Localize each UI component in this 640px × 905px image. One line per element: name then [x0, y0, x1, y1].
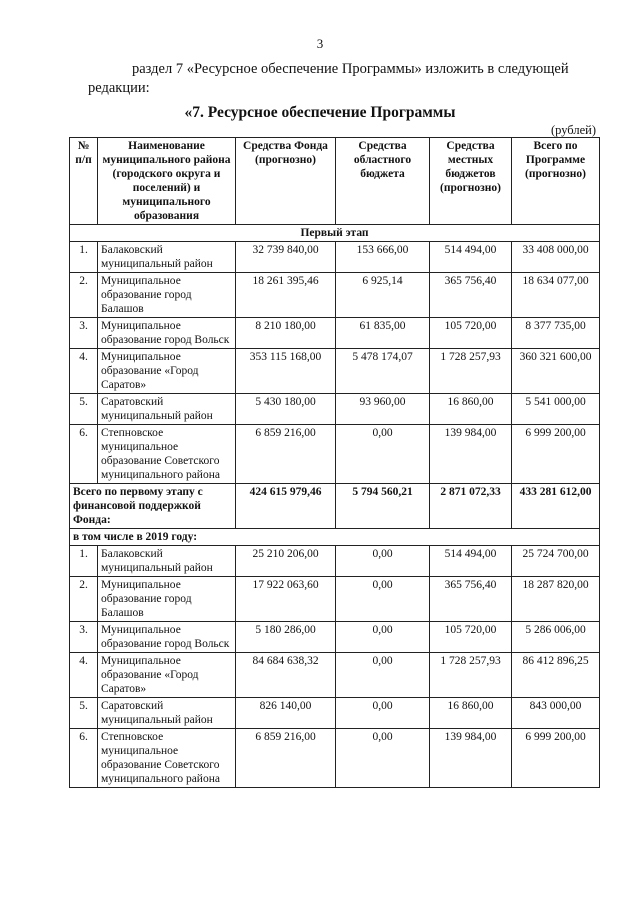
cell-regional: 0,00 [336, 622, 430, 653]
table-row [70, 394, 600, 425]
cell-regional: 93 960,00 [336, 394, 430, 425]
intro-line-2: редакции: [88, 80, 150, 96]
cell-local: 16 860,00 [430, 698, 512, 729]
cell-regional: 153 666,00 [336, 242, 430, 273]
cell-n: 2. [70, 273, 98, 318]
cell-fund: 826 140,00 [236, 698, 336, 729]
cell-name: Муниципальное образование город Вольск [98, 622, 236, 653]
cell-regional: 6 925,14 [336, 273, 430, 318]
cell-local: 139 984,00 [430, 425, 512, 484]
total-total: 433 281 612,00 [512, 484, 600, 529]
cell-fund: 5 180 286,00 [236, 622, 336, 653]
cell-local: 514 494,00 [430, 242, 512, 273]
cell-n: 6. [70, 729, 98, 788]
cell-regional: 61 835,00 [336, 318, 430, 349]
cell-n: 3. [70, 318, 98, 349]
cell-n: 5. [70, 698, 98, 729]
header-local: Средства местных бюджетов (прогнозно) [430, 138, 512, 225]
cell-local: 105 720,00 [430, 622, 512, 653]
cell-n: 2. [70, 577, 98, 622]
cell-regional: 0,00 [336, 425, 430, 484]
subsection-label: в том числе в 2019 году: [70, 529, 600, 546]
table-row [70, 622, 600, 653]
cell-n: 4. [70, 653, 98, 698]
cell-fund: 84 684 638,32 [236, 653, 336, 698]
cell-n: 1. [70, 242, 98, 273]
cell-regional: 0,00 [336, 577, 430, 622]
total-regional: 5 794 560,21 [336, 484, 430, 529]
cell-name: Саратовский муниципальный район [98, 394, 236, 425]
cell-total: 18 634 077,00 [512, 273, 600, 318]
table-row [70, 729, 600, 788]
intro-line-1: раздел 7 «Ресурсное обеспечение Программы» изложить в следующей [132, 61, 569, 77]
header-name: Наименование муниципального района (городского округа и поселений) и муниципального образования [98, 138, 236, 225]
cell-name: Муниципальное образование город Балашов [98, 273, 236, 318]
total-fund: 424 615 979,46 [236, 484, 336, 529]
resource-table [69, 137, 600, 788]
cell-local: 105 720,00 [430, 318, 512, 349]
cell-fund: 5 430 180,00 [236, 394, 336, 425]
table-row [70, 577, 600, 622]
cell-name: Степновское муниципальное образование Советского муниципального района [98, 729, 236, 788]
cell-total: 18 287 820,00 [512, 577, 600, 622]
cell-total: 360 321 600,00 [512, 349, 600, 394]
cell-regional: 0,00 [336, 546, 430, 577]
total-row [70, 484, 600, 529]
cell-n: 1. [70, 546, 98, 577]
cell-local: 365 756,40 [430, 273, 512, 318]
header-num: № п/п [70, 138, 98, 225]
cell-n: 5. [70, 394, 98, 425]
header-regional: Средства областного бюджета [336, 138, 430, 225]
cell-fund: 17 922 063,60 [236, 577, 336, 622]
cell-regional: 0,00 [336, 698, 430, 729]
cell-regional: 0,00 [336, 653, 430, 698]
cell-fund: 6 859 216,00 [236, 425, 336, 484]
cell-total: 6 999 200,00 [512, 425, 600, 484]
cell-regional: 5 478 174,07 [336, 349, 430, 394]
total-local: 2 871 072,33 [430, 484, 512, 529]
table-row [70, 653, 600, 698]
cell-local: 514 494,00 [430, 546, 512, 577]
cell-name: Муниципальное образование город Вольск [98, 318, 236, 349]
cell-name: Муниципальное образование «Город Саратов» [98, 653, 236, 698]
table-row [70, 546, 600, 577]
cell-name: Саратовский муниципальный район [98, 698, 236, 729]
table-body [70, 225, 600, 788]
cell-total: 5 286 006,00 [512, 622, 600, 653]
cell-fund: 18 261 395,46 [236, 273, 336, 318]
cell-total: 843 000,00 [512, 698, 600, 729]
cell-name: Муниципальное образование «Город Саратов» [98, 349, 236, 394]
header-total: Всего по Программе (прогнозно) [512, 138, 600, 225]
cell-total: 25 724 700,00 [512, 546, 600, 577]
page-number: 3 [316, 36, 324, 51]
cell-local: 16 860,00 [430, 394, 512, 425]
section-title: «7. Ресурсное обеспечение Программы [184, 104, 456, 121]
cell-total: 33 408 000,00 [512, 242, 600, 273]
table-row [70, 349, 600, 394]
cell-fund: 32 739 840,00 [236, 242, 336, 273]
cell-n: 3. [70, 622, 98, 653]
cell-total: 6 999 200,00 [512, 729, 600, 788]
cell-local: 365 756,40 [430, 577, 512, 622]
intro-paragraph [88, 60, 594, 98]
table-row [70, 242, 600, 273]
cell-name: Муниципальное образование город Балашов [98, 577, 236, 622]
cell-n: 4. [70, 349, 98, 394]
cell-local: 139 984,00 [430, 729, 512, 788]
cell-total: 8 377 735,00 [512, 318, 600, 349]
cell-name: Балаковский муниципальный район [98, 242, 236, 273]
table-row [70, 318, 600, 349]
cell-fund: 25 210 206,00 [236, 546, 336, 577]
cell-name: Балаковский муниципальный район [98, 546, 236, 577]
cell-local: 1 728 257,93 [430, 349, 512, 394]
cell-total: 5 541 000,00 [512, 394, 600, 425]
cell-local: 1 728 257,93 [430, 653, 512, 698]
total-label: Всего по первому этапу с финансовой поддержкой Фонда: [70, 484, 236, 529]
table-row [70, 425, 600, 484]
cell-fund: 353 115 168,00 [236, 349, 336, 394]
cell-regional: 0,00 [336, 729, 430, 788]
cell-fund: 8 210 180,00 [236, 318, 336, 349]
cell-fund: 6 859 216,00 [236, 729, 336, 788]
cell-name: Степновское муниципальное образование Советского муниципального района [98, 425, 236, 484]
header-row [70, 138, 600, 225]
unit-note: (рублей) [550, 123, 596, 137]
cell-n: 6. [70, 425, 98, 484]
stage-row [70, 225, 600, 242]
table-row [70, 273, 600, 318]
header-fund: Средства Фонда (прогнозно) [236, 138, 336, 225]
table-row [70, 698, 600, 729]
subsection-row [70, 529, 600, 546]
cell-total: 86 412 896,25 [512, 653, 600, 698]
stage-label: Первый этап [70, 225, 600, 242]
